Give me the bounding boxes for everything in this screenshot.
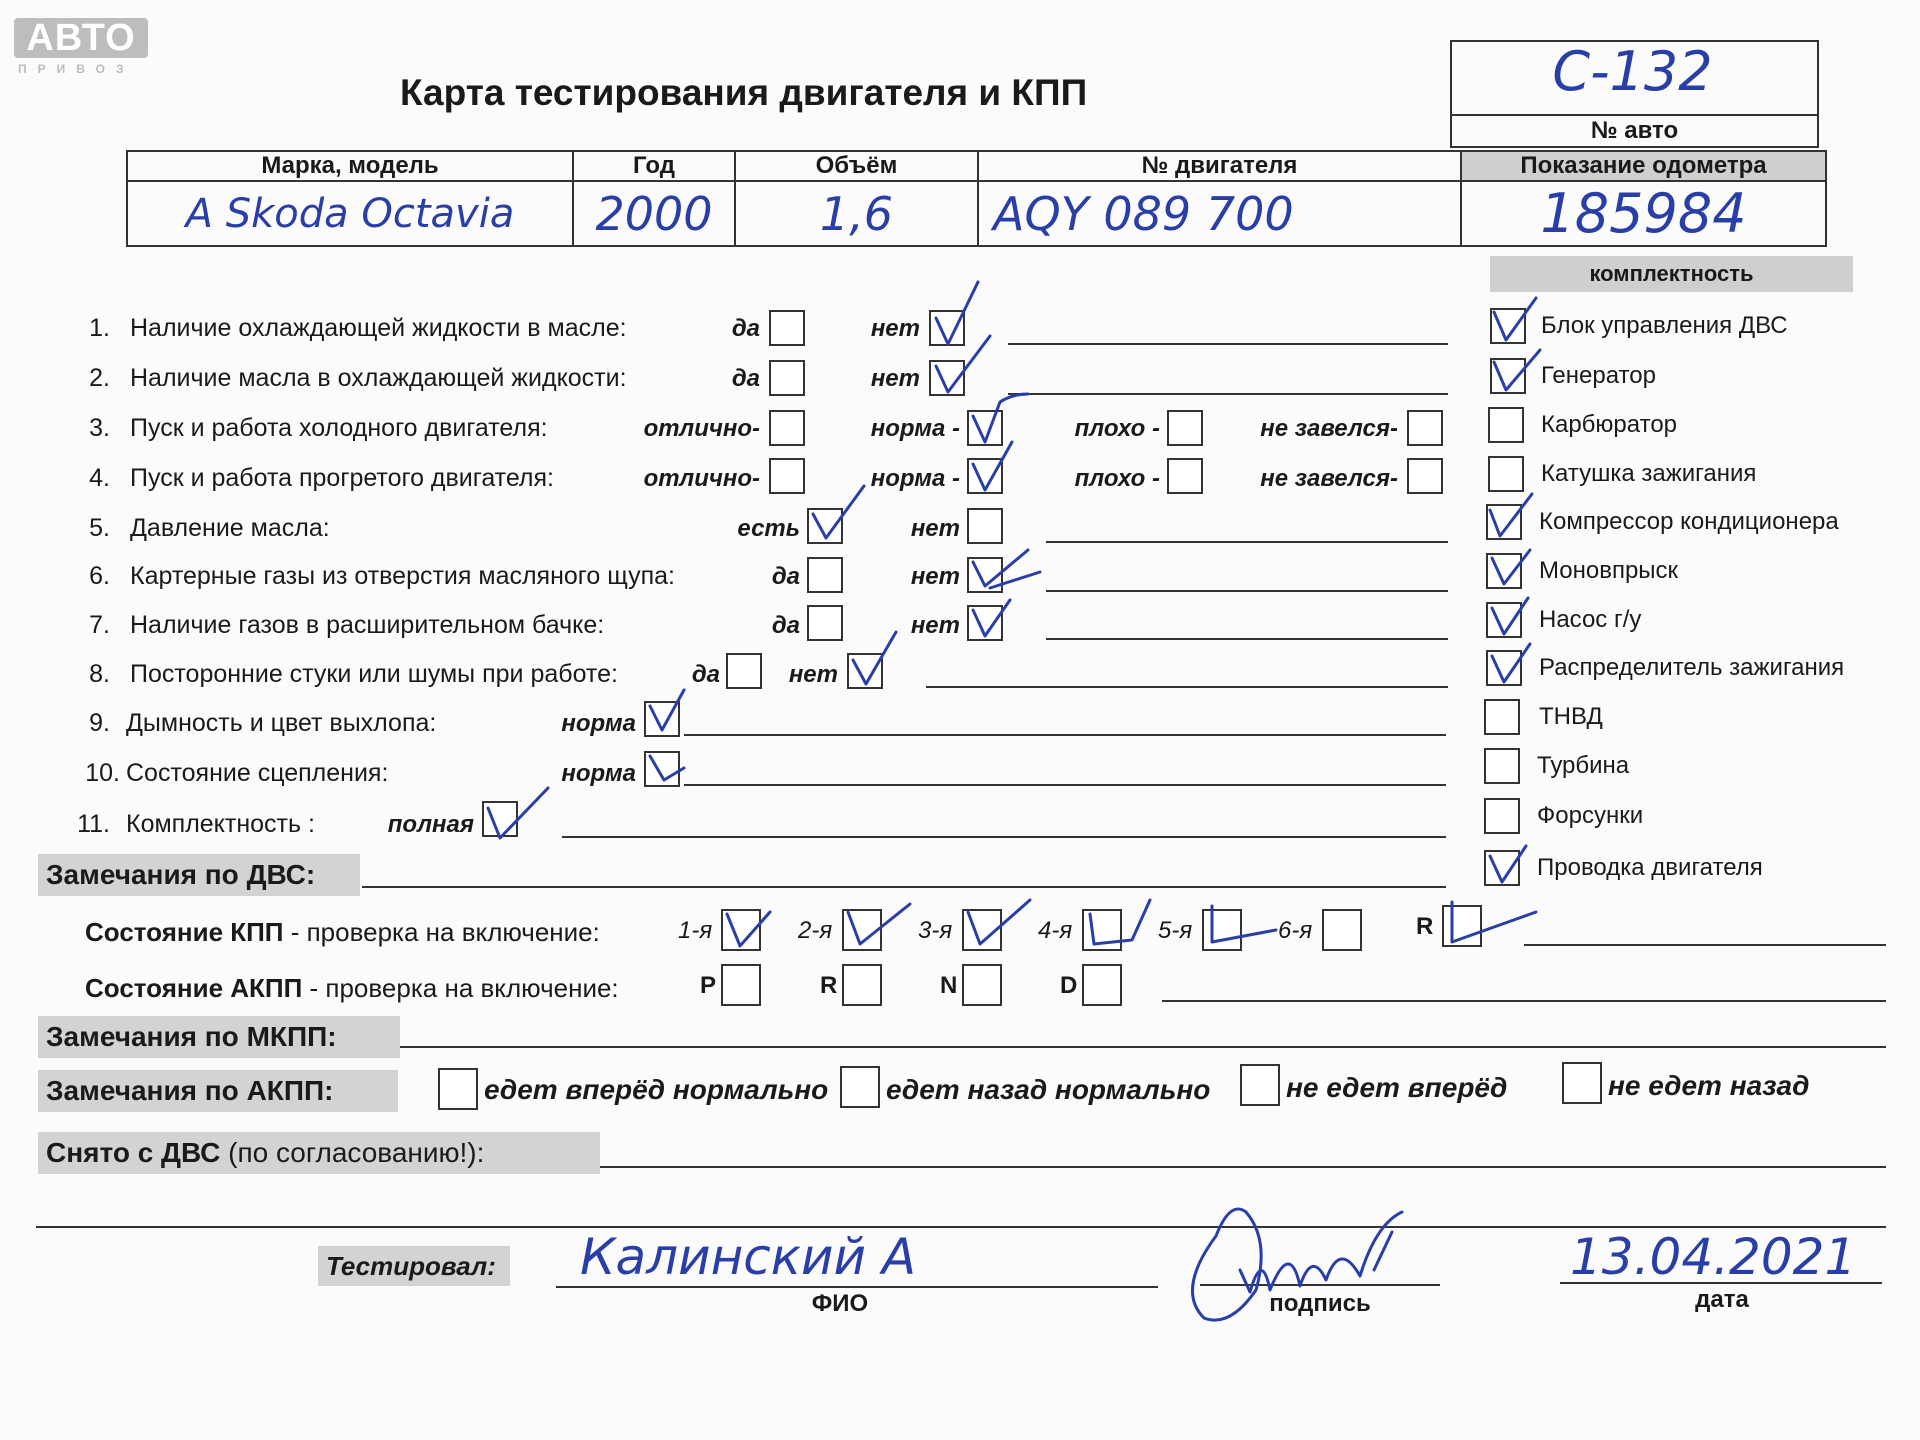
remarks-dvs-label: Замечания по ДВС: [38,854,360,896]
date-caption: дата [1695,1286,1749,1313]
question-5-number: 5. [89,514,110,542]
value-engine-number: AQY 089 700 [978,181,1461,246]
akpp-gear-d-label: D [1060,972,1078,999]
kpp-gear-3-label: 3-я [918,917,953,944]
question-11-opt-polnaya: полная [387,811,474,838]
komp-label-8: Распределитель зажигания [1539,654,1845,681]
question-10-text: Состояние сцепления: [126,759,389,787]
question-3-number: 3. [89,414,110,442]
check-mark-komp-5 [1490,494,1532,536]
akpp-label-bold: Состояние АКПП [85,973,303,1003]
question-8-opt-da: да [691,661,720,688]
question-5-opt-net: нет [910,515,960,542]
komp-label-3: Карбюратор [1541,411,1678,438]
question-7-opt-net: нет [910,612,960,639]
check-mark-kpp-5 [1212,906,1276,942]
komp-label-10: Турбина [1537,752,1630,779]
auto-number-label: № авто [1450,114,1819,148]
question-1-opt-net: нет [870,315,920,342]
check-mark-q3-norma [973,394,1028,442]
question-3-opt-norma: норма - [870,415,960,442]
akpp-gear-p-label: P [700,972,717,999]
question-3-opt-ploho: плохо - [1074,415,1160,442]
kpp-gear-5-label: 5-я [1158,917,1193,944]
kpp-gear-1-label: 1-я [678,917,713,944]
komp-label-1: Блок управления ДВС [1541,312,1788,339]
question-1-text: Наличие охлаждающей жидкости в масле: [130,314,627,342]
question-4-opt-otlichno: отлично- [643,465,760,492]
question-7-text: Наличие газов в расширительном бачке: [130,611,605,639]
question-2-opt-net: нет [870,365,920,392]
check-mark-kpp-4 [1090,900,1150,944]
question-1-opt-da: да [731,315,760,342]
question-6-number: 6. [89,562,110,590]
question-4-number: 4. [89,464,110,492]
question-3-opt-otlichno: отлично- [643,415,760,442]
check-mark-komp-2 [1494,350,1540,390]
question-4-opt-ne-zavelsya: не завелся- [1260,465,1398,492]
check-mark-komp-6 [1492,550,1530,584]
komp-label-2: Генератор [1541,362,1656,389]
question-5-text: Давление масла: [130,514,330,542]
question-11-number: 11. [77,810,110,838]
check-mark-q1-net [936,282,978,344]
question-7-number: 7. [89,611,110,639]
question-9-number: 9. [89,709,110,737]
kpp-gear-6-label: 6-я [1278,917,1313,944]
komplektnost-title: комплектность [1490,256,1853,292]
check-mark-komp-12 [1490,846,1526,882]
check-mark-q10-norma [650,756,684,780]
removed-label-bold: Снято с ДВС [46,1137,221,1168]
komp-label-7: Насос г/у [1539,606,1642,633]
kpp-gear-2-label: 2-я [798,917,833,944]
akpp-remark-label-4: не едет назад [1608,1070,1810,1101]
col-volume: Объём [735,151,978,181]
question-8-opt-net: нет [788,661,838,688]
akpp-gear-n-label: N [940,972,958,999]
kpp-label-bold: Состояние КПП [85,917,284,947]
akpp-remark-label-2: едет назад нормально [886,1074,1211,1105]
check-mark-komp-7 [1492,598,1528,634]
komp-label-4: Катушка зажигания [1541,460,1757,487]
remarks-mkpp-label: Замечания по МКПП: [38,1016,400,1058]
question-2-number: 2. [89,364,110,392]
question-8-text: Посторонние стуки или шумы при работе: [130,660,618,688]
question-2-text: Наличие масла в охлаждающей жидкости: [130,364,627,392]
check-mark-kpp-r [1452,902,1536,942]
check-mark-q5-est [813,486,864,538]
fio-value: Калинский А [580,1228,917,1286]
col-odometer: Показание одометра [1461,151,1826,181]
check-mark-q8-net [853,632,896,684]
akpp-gear-r-label: R [820,972,838,999]
value-make-model: A Skoda Octavia [127,181,573,246]
fio-caption: ФИО [811,1290,869,1317]
check-mark-q6-net [973,550,1040,588]
check-mark-q11-polnaya [488,788,548,838]
check-mark-q2-net [936,336,990,392]
value-year: 2000 [573,181,735,246]
komp-label-6: Моновпрыск [1539,557,1679,584]
komp-label-5: Компрессор кондиционера [1539,508,1839,535]
question-3-opt-ne-zavelsya: не завелся- [1260,415,1398,442]
kpp-gear-4-label: 4-я [1038,917,1073,944]
kpp-gear-r-label: R [1416,913,1434,940]
akpp-label-rest: - проверка на включение: [302,973,619,1003]
check-mark-q9-norma [650,690,684,730]
logo-text: АВТО [14,18,148,58]
signature-caption: подпись [1269,1290,1371,1317]
value-volume: 1,6 [735,181,978,246]
question-4-text: Пуск и работа прогретого двигателя: [130,464,554,492]
question-10-number: 10. [85,759,120,787]
col-year: Год [573,151,735,181]
question-2-opt-da: да [731,365,760,392]
question-8-number: 8. [89,660,110,688]
check-mark-q4-norma [973,442,1012,490]
check-mark-kpp-3 [968,900,1030,944]
question-6-opt-da: да [771,563,800,590]
page-title: Карта тестирования двигателя и КПП [400,72,1088,113]
remarks-akpp-label: Замечания по АКПП: [38,1070,398,1112]
komp-label-11: Форсунки [1537,802,1644,829]
question-9-text: Дымность и цвет выхлопа: [126,709,437,737]
date-value: 13.04.2021 [1570,1228,1857,1286]
check-mark-komp-1 [1494,298,1536,340]
komp-label-9: ТНВД [1539,703,1603,730]
question-11-text: Комплектность : [126,810,315,838]
question-5-opt-est: есть [737,515,800,542]
col-make-model: Марка, модель [127,151,573,181]
removed-label-rest: (по согласованию!): [220,1137,485,1168]
kpp-label-rest: - проверка на включение: [283,917,600,947]
signature-scribble [1192,1209,1402,1320]
question-4-opt-ploho: плохо - [1074,465,1160,492]
auto-number-value: С-132 [1552,40,1713,103]
check-mark-q7-net [973,600,1010,636]
akpp-remark-label-1: едет вперёд нормально [484,1074,829,1105]
question-1-number: 1. [89,314,110,342]
check-mark-kpp-1 [727,912,770,946]
check-mark-komp-8 [1492,644,1530,682]
question-4-opt-norma: норма - [870,465,960,492]
check-mark-kpp-2 [848,904,910,944]
akpp-remark-label-3: не едет вперёд [1286,1072,1508,1103]
question-6-text: Картерные газы из отверстия масляного щупа: [130,562,675,590]
question-10-opt-norma: норма [561,760,636,787]
question-9-opt-norma: норма [561,710,636,737]
komp-label-12: Проводка двигателя [1537,854,1763,881]
question-3-text: Пуск и работа холодного двигателя: [130,414,548,442]
question-7-opt-da: да [771,612,800,639]
col-engine-number: № двигателя [978,151,1461,181]
value-odometer: 185984 [1461,181,1826,246]
question-6-opt-net: нет [910,563,960,590]
tested-by-label: Тестировал: [318,1246,510,1286]
logo-subtext: ПРИВОЗ [18,62,135,76]
